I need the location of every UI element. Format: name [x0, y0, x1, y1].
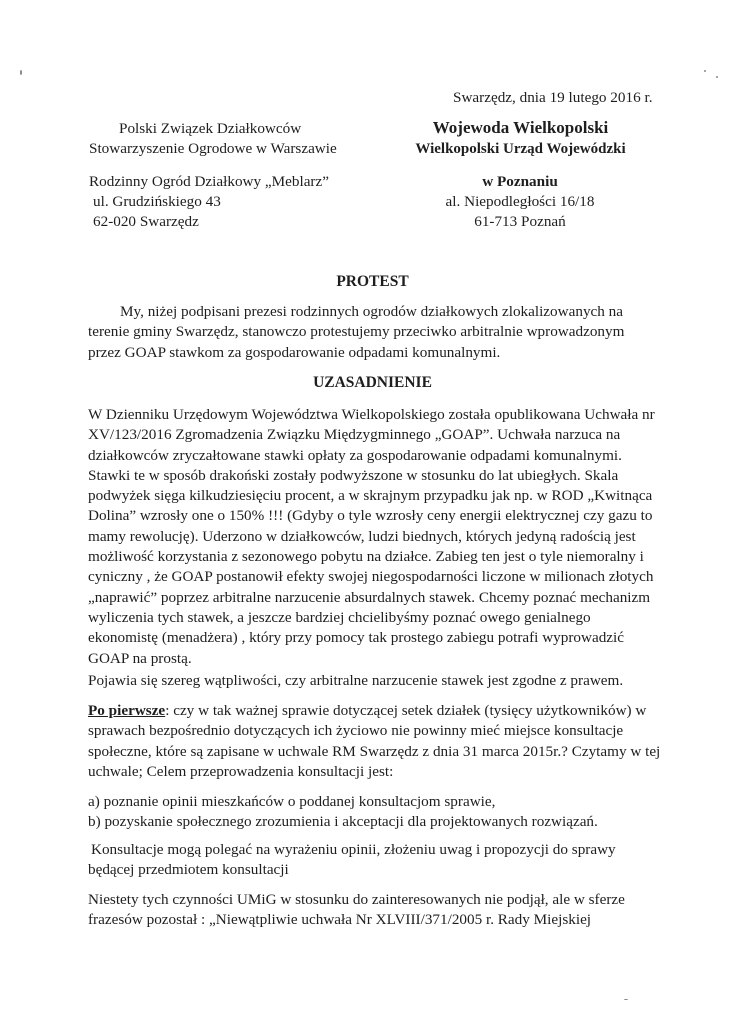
- consultation-line: Konsultacje mogą polegać na wyrażeniu opinii, złożeniu uwag i propozycji do sprawy: [91, 841, 616, 858]
- justification-line: podwyżek sięga kilkudziesięciu procent, a w skrajnym przypadku jak np. w ROD „Kwitnąca: [88, 487, 653, 505]
- scan-speck: [704, 70, 706, 72]
- first-point-text: : czy w tak ważnej sprawie dotyczącej setek działek (tysięcy użytkowników) w: [165, 702, 647, 719]
- justification-line: ekonomistę (menadżera) , który przy pomocy tak prostego zabiegu potrafi wyprowadzić: [88, 629, 625, 647]
- recipient-city-line: w Poznaniu: [482, 173, 558, 190]
- justification-line: możliwość korzystania z sezonowego pobytu na działce. Zabieg ten jest o tyle niemoralny i: [88, 548, 644, 566]
- justification-line: cyniczny , że GOAP postanowił efekty swojej niegospodarności liczone w milionach złotych: [88, 568, 654, 586]
- justification-line: „naprawić” poprzez arbitralne narzucenie absurdalnych stawek. Chcemy poznać mechanizm: [88, 588, 651, 606]
- sender-address: [89, 172, 329, 232]
- protest-heading: PROTEST: [336, 273, 409, 290]
- recipient-title: Wojewoda Wielkopolski: [432, 118, 609, 137]
- recipient-office: Wielkopolski Urząd Wojewódzki: [415, 141, 626, 157]
- protest-paragraph: [88, 302, 678, 363]
- scan-speck: [624, 999, 628, 1000]
- recipient-header: [398, 117, 643, 160]
- first-point-label: Po pierwsze: [88, 702, 166, 719]
- scan-speck: [716, 76, 718, 78]
- justification-paragraph: [88, 405, 678, 669]
- recipient-street: al. Niepodległości 16/18: [445, 193, 595, 210]
- sender-organization: [89, 119, 337, 159]
- consultation-paragraph: [88, 840, 678, 881]
- protest-line: terenie gminy Swarzędz, stanowczo protestujemy przeciwko arbitralnie wprowadzonym: [88, 323, 625, 341]
- scan-speck: [20, 70, 22, 75]
- goal-item: b) pozyskanie społecznego zrozumienia i akceptacji dla projektowanych rozwiązań.: [88, 813, 598, 831]
- justification-line: GOAP na prostą.: [88, 649, 192, 667]
- first-point-line: społeczne, które są zapisane w uchwale RM Swarzędz z dnia 31 marca 2015r.? Czytamy w tej: [88, 742, 661, 760]
- doubts-paragraph: Pojawia się szereg wątpliwości, czy arbitralne narzucenie stawek jest zgodne z prawem.: [88, 672, 624, 689]
- goals-list: [88, 792, 678, 833]
- justification-line: wyliczenia tych stawek, a jeszcze bardziej chcielibyśmy poznać owego genialnego: [88, 608, 591, 626]
- date-line: Swarzędz, dnia 19 lutego 2016 r.: [453, 89, 653, 106]
- goal-item: a) poznanie opinii mieszkańców o poddanej konsultacjom sprawie,: [88, 793, 496, 810]
- protest-line: My, niżej podpisani prezesi rodzinnych ogrodów działkowych zlokalizowanych na: [120, 303, 624, 320]
- justification-line: mamy rewolucję). Uderzono w działkowców, ludzi biednych, których jedyną radością jest: [88, 527, 636, 545]
- sender-line-1: Polski Związek Działkowców: [119, 120, 302, 137]
- first-point-line: sprawach bezpośrednio dotyczących ich życiowo nie powinny mieć miejsce konsultacje: [88, 722, 624, 740]
- justification-line: W Dzienniku Urzędowym Województwa Wielkopolskiego została opublikowana Uchwała nr: [88, 406, 655, 423]
- sender-street: ul. Grudzińskiego 43: [93, 193, 221, 210]
- final-line: frazesów pozostał : „Niewątpliwie uchwała Nr XLVIII/371/2005 r. Rady Miejskiej: [88, 911, 592, 929]
- justification-line: XV/123/2016 Zgromadzenia Związku Międzygminnego „GOAP”. Uchwała narzuca na: [88, 426, 621, 444]
- final-paragraph: [88, 890, 678, 931]
- sender-garden: Rodzinny Ogród Działkowy „Meblarz”: [89, 173, 329, 190]
- sender-city: 62-020 Swarzędz: [93, 213, 199, 230]
- sender-line-2: Stowarzyszenie Ogrodowe w Warszawie: [89, 140, 337, 157]
- first-point-line: [88, 701, 678, 721]
- final-line: Niestety tych czynności UMiG w stosunku do zainteresowanych nie podjął, ale w sferze: [88, 891, 625, 908]
- first-point-line: uchwale; Celem przeprowadzenia konsultacji jest:: [88, 762, 394, 780]
- justification-line: działkowców zryczałtowane stawki opłaty za gospodarowanie odpadami komunalnymi.: [88, 446, 622, 464]
- recipient-postal: 61-713 Poznań: [474, 213, 566, 230]
- justification-heading: UZASADNIENIE: [313, 374, 432, 391]
- consultation-line: będącej przedmiotem konsultacji: [88, 861, 289, 879]
- first-point-paragraph: [88, 701, 678, 782]
- recipient-address: [420, 172, 620, 232]
- justification-line: Stawki te w sposób drakoński zostały podwyższone w stosunku do lat ubiegłych. Skala: [88, 466, 619, 484]
- protest-line: przez GOAP stawkom za gospodarowanie odpadami komunalnymi.: [88, 343, 501, 361]
- justification-line: Dolina” wzrosły one o 150% !!! (Gdyby o tyle wzrosły ceny energii elektrycznej czy gazu to: [88, 507, 653, 525]
